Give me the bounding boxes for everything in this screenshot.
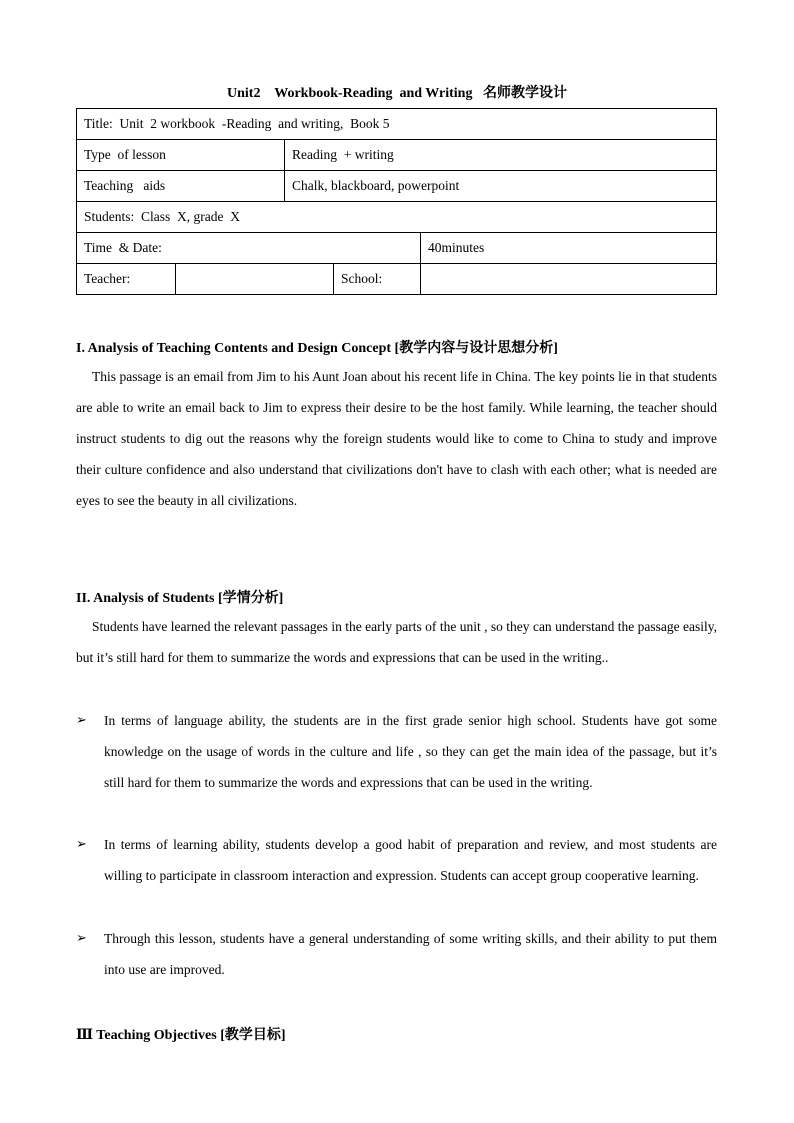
list-item — [76, 829, 717, 891]
arrow-bullet-icon: ➢ — [76, 713, 87, 728]
document-title: Unit2 Workbook-Reading and Writing 名师教学设计 — [227, 86, 567, 101]
title-cell: Title: Unit 2 workbook -Reading and writing, Book 5 — [77, 109, 717, 140]
lesson-info-table — [76, 108, 717, 295]
teacher-value-cell — [176, 264, 334, 295]
bullet-text: In terms of language ability, the students are in the first grade senior high school. Students have got some knowledge on the usage of words in the culture and life , so they can get the main idea of the passage, but it’s still hard for them to summarize the words and expressions that can be used in the writing. — [104, 713, 717, 791]
bullet-text: In terms of learning ability, students develop a good habit of preparation and review, and most students are willing to participate in classroom interaction and expression. Students can accept group cooperative learning. — [104, 837, 717, 884]
list-item — [76, 923, 717, 985]
type-value-cell: Reading + writing — [285, 140, 717, 171]
bullet-text: Through this lesson, students have a general understanding of some writing skills, and their ability to put them into use are improved. — [104, 931, 717, 978]
aids-label-cell: Teaching aids — [77, 171, 285, 202]
time-value-cell: 40minutes — [421, 233, 717, 264]
list-item — [76, 705, 717, 798]
section2-paragraph — [76, 611, 717, 673]
section3-heading: Ⅲ Teaching Objectives [教学目标] — [76, 1028, 286, 1043]
aids-value-cell: Chalk, blackboard, powerpoint — [285, 171, 717, 202]
section1-paragraph-text: This passage is an email from Jim to his Aunt Joan about his recent life in China. The key points lie in that students are able to write an email back to Jim to express their desire to be the host family. While learning, the teacher should instruct students to dig out the reasons why the foreign students would like to come to China to study and improve their culture confidence and also understand that civilizations don't have to clash with each other; what is needed are eyes to see the beauty in all civilizations. — [76, 369, 717, 509]
school-label-cell: School: — [334, 264, 421, 295]
students-cell: Students: Class X, grade X — [77, 202, 717, 233]
section1-heading: I. Analysis of Teaching Contents and Design Concept [教学内容与设计思想分析] — [76, 341, 558, 356]
school-value-cell — [421, 264, 717, 295]
table-row — [77, 109, 717, 140]
table-row — [77, 264, 717, 295]
teacher-label-cell: Teacher: — [77, 264, 176, 295]
time-label-cell: Time & Date: — [77, 233, 421, 264]
section2-paragraph-text: Students have learned the relevant passages in the early parts of the unit , so they can understand the passage easily, but it’s still hard for them to summarize the words and expressions that can be used in the writing.. — [76, 619, 717, 666]
arrow-bullet-icon: ➢ — [76, 931, 87, 946]
table-row — [77, 140, 717, 171]
section2-heading: II. Analysis of Students [学情分析] — [76, 591, 284, 606]
arrow-bullet-icon: ➢ — [76, 837, 87, 852]
table-row — [77, 202, 717, 233]
type-label-cell: Type of lesson — [77, 140, 285, 171]
table-row — [77, 171, 717, 202]
table-row — [77, 233, 717, 264]
section1-paragraph — [76, 361, 717, 516]
